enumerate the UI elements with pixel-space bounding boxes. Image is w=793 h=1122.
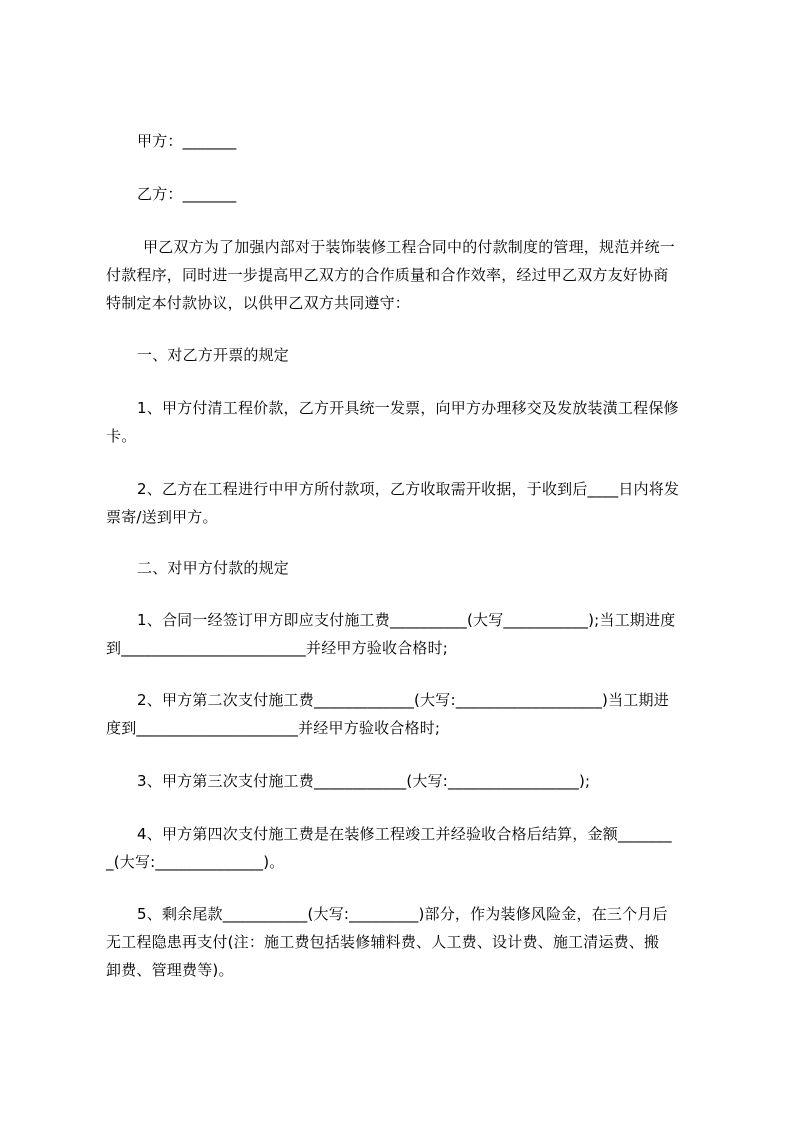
- s2-item-1-line-2: 到________________________并经甲方验收合格时;: [106, 639, 449, 657]
- s2-item-4-line-2: _(大写:______________)。: [106, 853, 285, 871]
- s2-item-5-line-3: 卸费、管理费等)。: [106, 961, 234, 979]
- intro-line-2: 付款程序，同时进一步提高甲乙双方的合作质量和合作效率，经过甲乙双方友好协商: [106, 266, 669, 284]
- s1-item-2-line-2: 票寄/送到甲方。: [106, 508, 218, 526]
- intro-line-3: 特制定本付款协议，以供甲乙双方共同遵守：: [106, 294, 411, 312]
- s2-item-5-line-2: 无工程隐患再支付(注：施工费包括装修辅料费、人工费、设计费、施工清运费、搬: [106, 933, 660, 951]
- section-1-title: 一、对乙方开票的规定: [137, 346, 290, 364]
- party-b-line: 乙方：_______: [137, 185, 237, 203]
- s2-item-5-line-1: 5、剩余尾款___________(大写:_________)部分，作为装修风险金，在三个月后: [137, 905, 668, 923]
- party-a-line: 甲方：_______: [137, 132, 237, 150]
- s2-item-2-line-2: 度到_____________________并经甲方验收合格时;: [106, 719, 441, 737]
- intro-line-1: 甲乙双方为了加强内部对于装饰装修工程合同中的付款制度的管理，规范并统一: [143, 238, 676, 256]
- s1-item-1-line-2: 卡。: [106, 427, 137, 445]
- s1-item-1-line-1: 1、甲方付清工程价款，乙方开具统一发票，向甲方办理移交及发放装潢工程保修: [137, 399, 679, 417]
- s2-item-3-line-1: 3、甲方第三次支付施工费____________(大写:_________________);: [137, 772, 591, 790]
- s2-item-1-line-1: 1、合同一经签订甲方即应支付施工费__________(大写___________);当工期进度: [137, 611, 676, 629]
- s2-item-2-line-1: 2、甲方第二次支付施工费_____________(大写:___________________)当工期进: [137, 691, 669, 709]
- section-2-title: 二、对甲方付款的规定: [137, 559, 290, 577]
- s1-item-2-line-1: 2、乙方在工程进行中甲方所付款项，乙方收取需开收据，于收到后____日内将发: [137, 480, 680, 498]
- s2-item-4-line-1: 4、甲方第四次支付施工费是在装修工程竣工并经验收合格后结算，金额_______: [137, 825, 672, 843]
